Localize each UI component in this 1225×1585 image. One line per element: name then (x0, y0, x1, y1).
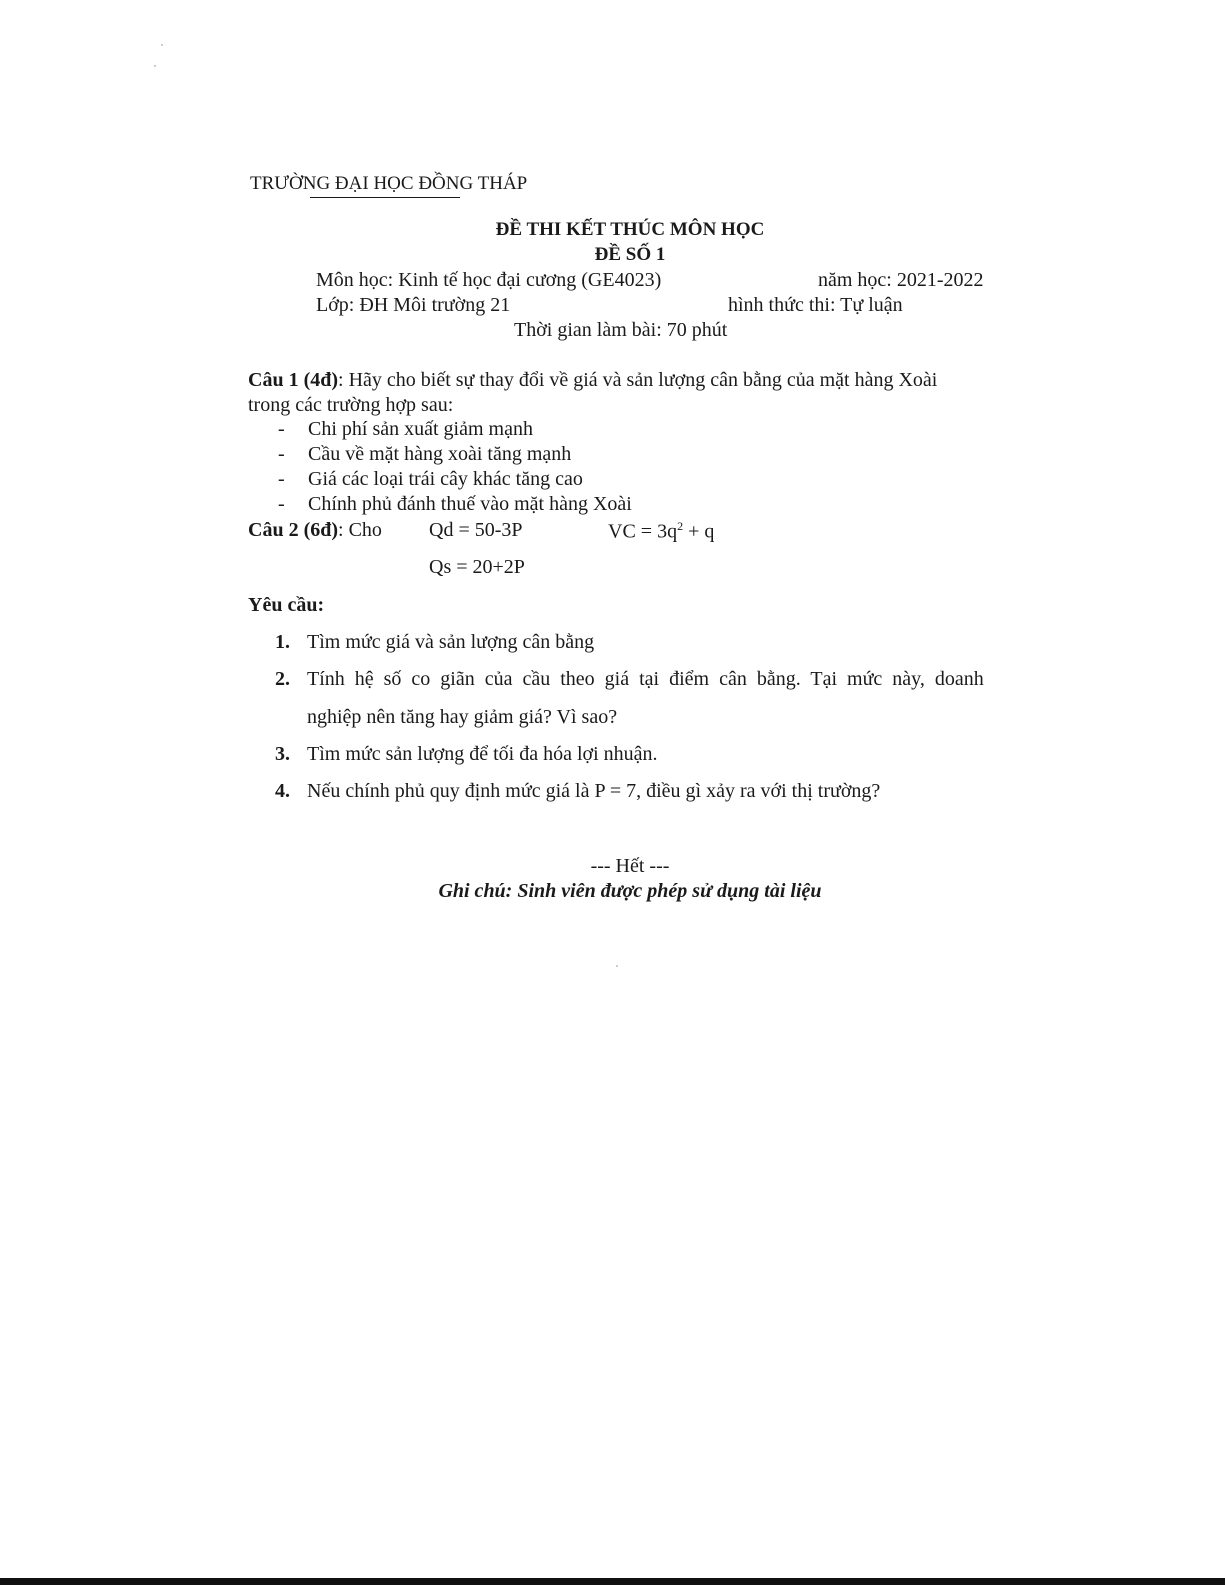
requirement-number: 4. (275, 780, 290, 802)
variable-cost-equation (608, 519, 714, 544)
demand-equation: Qd = 50-3P (429, 519, 523, 541)
requirement-number: 3. (275, 743, 290, 765)
vc-exponent: 2 (677, 519, 684, 533)
list-dash: - (278, 493, 285, 515)
question2-intro (248, 519, 382, 542)
scan-speck (616, 965, 618, 967)
question1-text: : Hãy cho biết sự thay đổi về giá và sản lượng cân bằng của mặt hàng Xoài (338, 369, 938, 391)
requirement-text-cont: nghiệp nên tăng hay giảm giá? Vì sao? (307, 706, 618, 728)
list-item-text: Giá các loại trái cây khác tăng cao (308, 468, 583, 490)
requirement-number: 2. (275, 668, 290, 690)
question1-text-cont: trong các trường hợp sau: (248, 394, 454, 416)
question1-label: Câu 1 (4đ) (248, 369, 339, 391)
list-item-text: Chi phí sản xuất giảm mạnh (308, 418, 533, 440)
end-marker: --- Hết --- (590, 855, 670, 877)
list-item-text: Chính phủ đánh thuế vào mặt hàng Xoài (308, 493, 632, 515)
class-line: Lớp: ĐH Môi trường 21 (316, 294, 511, 316)
exam-note: Ghi chú: Sinh viên được phép sử dụng tài liệu (438, 880, 822, 902)
requirement-item (275, 631, 594, 654)
question1-list (278, 417, 632, 517)
requirement-text: Nếu chính phủ quy định mức giá là P = 7, điều gì xảy ra với thị trường? (307, 780, 881, 802)
school-year: năm học: 2021-2022 (818, 269, 984, 291)
requirement-text: Tìm mức giá và sản lượng cân bằng (307, 631, 595, 653)
subject-line: Môn học: Kinh tế học đại cương (GE4023) (316, 269, 662, 291)
list-item (278, 442, 632, 467)
question2-label: Câu 2 (6đ) (248, 519, 339, 541)
school-name: TRƯỜNG ĐẠI HỌC ĐỒNG THÁP (250, 173, 528, 194)
exam-number: ĐỀ SỐ 1 (594, 244, 666, 265)
requirements-label: Yêu cầu: (248, 594, 325, 616)
scan-speck (154, 65, 156, 67)
list-item (278, 467, 632, 492)
exam-form: hình thức thi: Tự luận (728, 294, 903, 316)
school-underline (310, 197, 460, 198)
requirement-number: 1. (275, 631, 290, 653)
list-item-text: Cầu về mặt hàng xoài tăng mạnh (308, 443, 572, 465)
list-item (278, 492, 632, 517)
list-dash: - (278, 418, 285, 440)
scan-bottom-edge (0, 1578, 1225, 1585)
question1-intro (248, 369, 937, 392)
scan-speck (161, 44, 163, 46)
exam-duration: Thời gian làm bài: 70 phút (514, 319, 728, 341)
vc-prefix: VC = 3q (608, 520, 678, 543)
requirement-item (275, 668, 984, 691)
supply-equation: Qs = 20+2P (429, 556, 525, 578)
list-dash: - (278, 443, 285, 465)
vc-suffix: + q (683, 520, 715, 543)
list-item (278, 417, 632, 442)
list-dash: - (278, 468, 285, 490)
requirement-text: Tính hệ số co giãn của cầu theo giá tại điểm cân bằng. Tại mức này, doanh (307, 668, 984, 690)
requirement-item (275, 743, 658, 766)
exam-title: ĐỀ THI KẾT THÚC MÔN HỌC (495, 219, 765, 240)
requirement-item (275, 780, 880, 803)
question2-given: : Cho (338, 519, 382, 541)
requirement-text: Tìm mức sản lượng để tối đa hóa lợi nhuận. (307, 743, 658, 765)
